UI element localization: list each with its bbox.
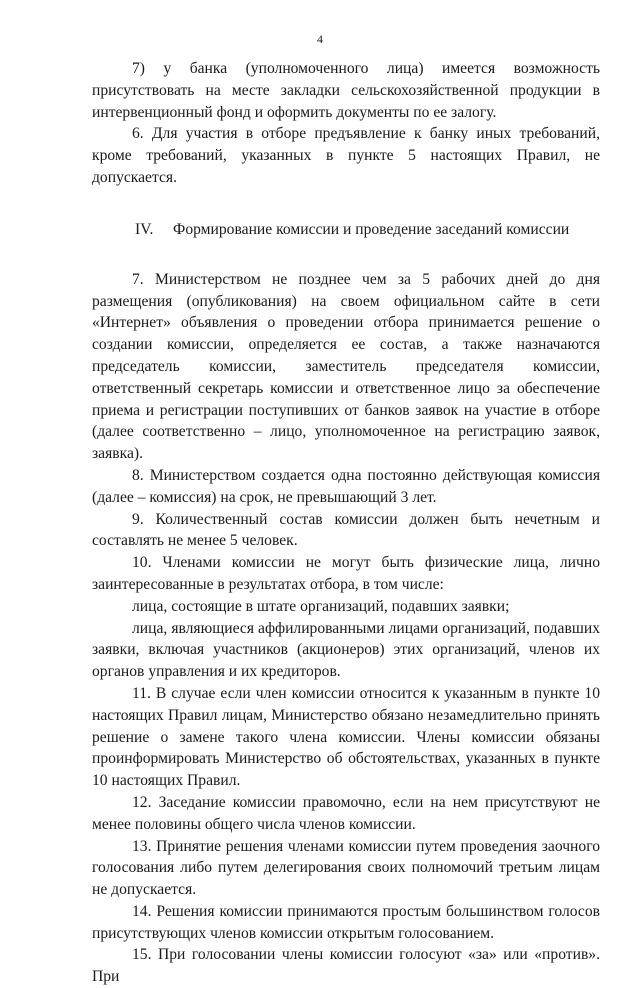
paragraph: 7. Министерством не позднее чем за 5 рабочих дней до дня размещения (опубликования) на своем официальном сайте в сети «Интернет» объявления о проведении отбора принимается решение о создании комиссии, определяется ее состав, а также назначаются председатель комиссии, заместитель председателя комиссии, ответственный секретарь комиссии и ответственное лицо за обеспечение приема и регистрации поступивших от банков заявок на участие в отборе (далее соответственно – лицо, уполномоченное на регистрацию заявок, заявка). [92,270,600,463]
section-title: Формирование комиссии и проведение заседаний комиссии [173,220,570,238]
section-number: IV. [135,220,154,238]
paragraph: 12. Заседание комиссии правомочно, если на нем присутствуют не менее половины общего числа членов комиссии. [92,793,600,833]
paragraph: 13. Принятие решения членами комиссии путем проведения заочного голосования либо путем делегирования своих полномочий третьим лицам не допускается. [92,837,600,899]
document-body [92,58,600,988]
paragraph: 6. Для участия в отборе предъявление к банку иных требований, кроме требований, указанных в пункте 5 настоящих Правил, не допускается. [92,125,600,186]
paragraph: 11. В случае если член комиссии относится к указанным в пункте 10 настоящих Правил лицам, Министерство обязано незамедлительно принять решение о замене такого члена комиссии. Члены комиссии обязаны проинформировать Министерство об обстоятельствах, указанных в пункте 10 настоящих Правил. [92,684,600,790]
page-number: 4 [317,32,323,46]
paragraph: 7) у банка (уполномоченного лица) имеется возможность присутствовать на месте закладки сельскохозяйственной продукции в интервенционный фонд и оформить документы по ее залогу. [92,60,600,121]
paragraph: 14. Решения комиссии принимаются простым большинством голосов присутствующих членов комиссии открытым голосованием. [92,902,600,942]
paragraph: лица, являющиеся аффилированными лицами организаций, подавших заявки, включая участников (акционеров) этих организаций, членов их органов управления и их кредиторов. [92,619,600,681]
paragraph: 10. Членами комиссии не могут быть физические лица, лично заинтересованные в результатах отбора, в том числе: [92,554,600,593]
section-heading [92,219,600,241]
paragraph: 8. Министерством создается одна постоянно действующая комиссия (далее – комиссия) на срок, не превышающий 3 лет. [92,466,600,506]
paragraph: 9. Количественный состав комиссии должен быть нечетным и составлять не менее 5 человек. [92,510,600,550]
paragraph: лица, состоящие в штате организаций, подавших заявки; [132,597,510,615]
paragraph: 15. При голосовании члены комиссии голосуют «за» или «против». При [92,946,600,986]
